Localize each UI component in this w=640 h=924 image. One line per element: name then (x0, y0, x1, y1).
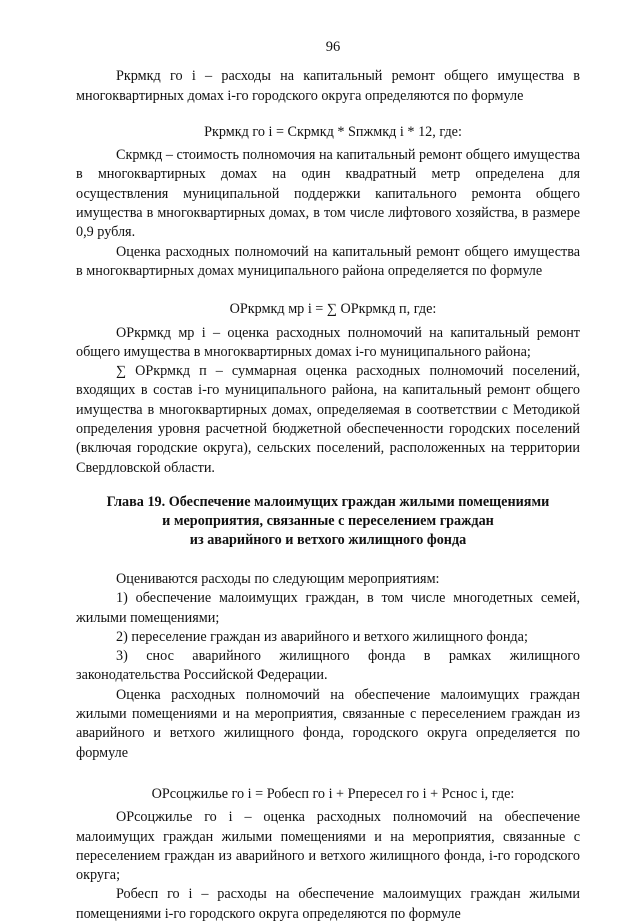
list-item: 1) обеспечение малоимущих граждан, в том числе многодетных семей, жилыми помещениями; (76, 590, 580, 626)
chapter-heading-line: из аварийного и ветхого жилищного фонда (189, 531, 467, 548)
chapter-heading-line: Глава 19. Обеспечение малоимущих граждан жилыми помещениями (106, 493, 550, 510)
paragraph: Оценка расходных полномочий на капитальный ремонт общего имущества в многоквартирных домах муниципального района определяется по формуле (76, 243, 580, 279)
paragraph: Скрмкд – стоимость полномочия на капитальный ремонт общего имущества в многоквартирных домах на один квадратный метр определена для осуществления муниципальной поддержки капитального ремонта общего имущества в многоквартирных домах, в том числе лифтового хозяйства, в размере 0,9 рубля. (76, 147, 580, 241)
page-number: 96 (325, 39, 341, 55)
paragraph: Ркрмкд го i – расходы на капитальный ремонт общего имущества в многоквартирных домах i-го городского округа определяются по формуле (76, 68, 580, 104)
chapter-heading (76, 493, 580, 550)
list-item: 2) переселение граждан из аварийного и ветхого жилищного фонда; (116, 628, 528, 645)
formula: ОРкрмкд мр i = ∑ ОРкрмкд п, где: (229, 301, 437, 318)
list-item: 3) снос аварийного жилищного фонда в рамках жилищного законодательства Российской Федерации. (76, 648, 580, 684)
chapter-heading-line: и мероприятия, связанные с переселением граждан (162, 512, 494, 529)
paragraph: Оцениваются расходы по следующим мероприятиям: (116, 570, 440, 587)
formula: Ркрмкд го i = Скрмкд * Sпжмкд i * 12, где: (204, 123, 462, 140)
paragraph: ∑ ОРкрмкд п – суммарная оценка расходных полномочий поселений, входящих в состав i-го муниципального района, на капитальный ремонт общего имущества в многоквартирных домах, определяемая в соответствии с Методикой определения уровня расчетной бюджетной обеспеченности городских поселений (включая городские округа), сельских поселений, расположенных на территории Свердловской области. (76, 363, 580, 476)
formula: ОРсоцжилье го i = Робесп го i + Рпересел го i + Рснос i, где: (151, 785, 515, 802)
paragraph: Оценка расходных полномочий на обеспечение малоимущих граждан жилыми помещениями и на мероприятия, связанные с переселением граждан из аварийного и ветхого жилищного фонда, городского округа определяется по формуле (76, 686, 580, 761)
paragraph: ОРкрмкд мр i – оценка расходных полномочий на капитальный ремонт общего имущества в многоквартирных домах i-го муниципального района; (76, 324, 580, 360)
paragraph: ОРсоцжилье го i – оценка расходных полномочий на обеспечение малоимущих граждан жилыми помещениями и на мероприятия, связанные с переселением граждан из аварийного и ветхого жилищного фонда, i-го городского округа; (76, 809, 580, 884)
paragraph: Робесп го i – расходы на обеспечение малоимущих граждан жилыми помещениями i-го городского округа определяются по формуле (76, 886, 580, 922)
